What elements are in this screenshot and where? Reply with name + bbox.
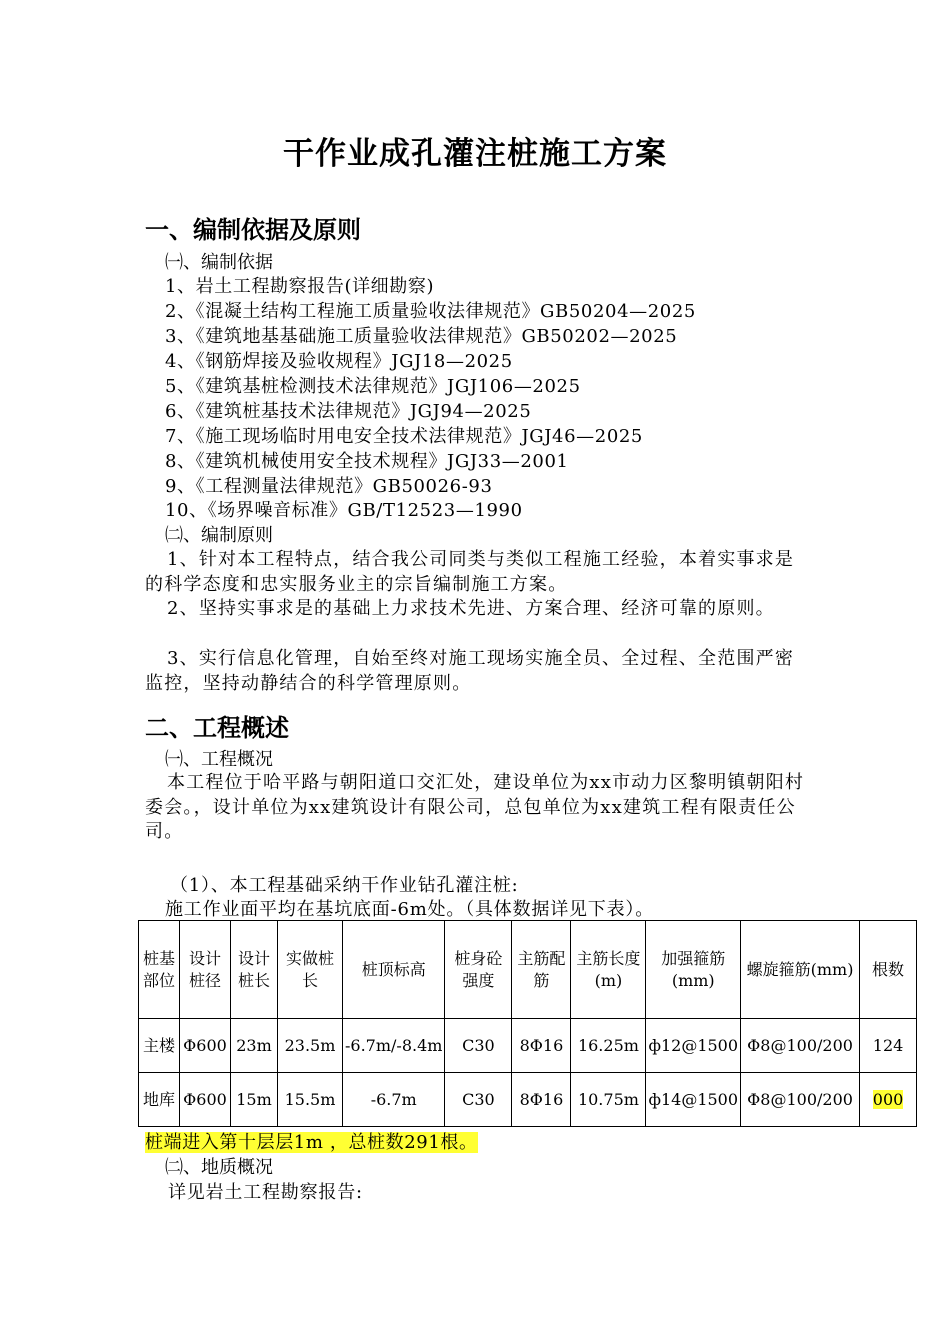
table-header-cell: 桩基部位 (139, 921, 180, 1019)
table-header-cell: 设计桩径 (180, 921, 231, 1019)
table-cell (860, 1073, 917, 1127)
basis-item: 10、《场界噪音标准》GB/T12523—1990 (165, 500, 523, 521)
table-cell: -6.7m (343, 1073, 445, 1127)
overview-paragraph: 本工程位于哈平路与朝阳道口交汇处，建设单位为xx市动力区黎明镇朝阳村委会。，设计单位为xx建筑设计有限公司，总包单位为xx建筑工程有限责任公司。 (145, 772, 805, 842)
table-header-cell: 根数 (860, 921, 917, 1019)
section-heading-overview: 二、工程概述 (145, 714, 289, 742)
principle-paragraph: 3、实行信息化管理，自始至终对施工现场实施全员、全过程、全范围严密监控，坚持动静结合的科学管理原则。 (145, 648, 795, 694)
highlighted-count: 000 (872, 1089, 904, 1109)
basis-item: 9、《工程测量法律规范》GB50026-93 (165, 476, 493, 497)
table-cell: 124 (860, 1019, 917, 1073)
table-header-cell: 螺旋箍筋(mm) (741, 921, 860, 1019)
table-header-cell: 主筋配筋 (512, 921, 571, 1019)
table-cell: ф14@1500 (646, 1073, 741, 1127)
basis-item: 6、《建筑桩基技术法律规范》JGJ94—2025 (165, 401, 532, 422)
pile-note (145, 1130, 478, 1155)
table-cell: Φ600 (180, 1019, 231, 1073)
table-header-cell: 加强箍筋(mm) (646, 921, 741, 1019)
table-cell: Φ600 (180, 1073, 231, 1127)
basis-item: 4、《钢筋焊接及验收规程》JGJ18—2025 (165, 351, 513, 372)
table-cell: -6.7m/-8.4m (343, 1019, 445, 1073)
table-cell: C30 (445, 1073, 512, 1127)
table-cell: 8Φ16 (512, 1073, 571, 1127)
table-cell: 10.75m (571, 1073, 646, 1127)
subheading-basis: ㈠、编制依据 (165, 252, 273, 273)
pile-note-text: 桩端进入第十层层1m ，总桩数291根。 (145, 1132, 478, 1153)
principle-paragraph: 2、坚持实事求是的基础上力求技术先进、方案合理、经济可靠的原则。 (167, 598, 775, 619)
subheading-geology: ㈡、地质概况 (165, 1157, 273, 1178)
geology-text: 详见岩土工程勘察报告: (168, 1182, 363, 1203)
table-header-cell: 桩身砼强度 (445, 921, 512, 1019)
table-cell: ф12@1500 (646, 1019, 741, 1073)
table-row (139, 1073, 917, 1127)
basis-item: 8、《建筑机械使用安全技术规程》JGJ33—2001 (165, 451, 569, 472)
page-title: 干作业成孔灌注桩施工方案 (283, 136, 667, 172)
table-cell: 15.5m (278, 1073, 343, 1127)
section-heading-basis: 一、编制依据及原则 (145, 216, 361, 244)
principle-paragraph: 1、针对本工程特点，结合我公司同类与类似工程施工经验，本着实事求是的科学态度和忠实服务业主的宗旨编制施工方案。 (145, 549, 795, 595)
basis-item: 1、岩土工程勘察报告(详细勘察) (165, 276, 435, 297)
table-cell: Φ8@100/200 (741, 1073, 860, 1127)
table-header-cell: 实做桩长 (278, 921, 343, 1019)
table-row (139, 1019, 917, 1073)
table-cell: 16.25m (571, 1019, 646, 1073)
pile-intro-line: 施工作业面平均在基坑底面-6m处。（具体数据详见下表）。 (165, 899, 654, 920)
table-cell: 8Φ16 (512, 1019, 571, 1073)
table-cell: C30 (445, 1019, 512, 1073)
table-cell: 主楼 (139, 1019, 180, 1073)
basis-item: 7、《施工现场临时用电安全技术法律规范》JGJ46—2025 (165, 426, 643, 447)
table-cell: 23.5m (278, 1019, 343, 1073)
table-cell: 地库 (139, 1073, 180, 1127)
table-header-cell: 桩顶标高 (343, 921, 445, 1019)
subheading-principles: ㈡、编制原则 (165, 525, 273, 546)
basis-item: 3、《建筑地基基础施工质量验收法律规范》GB50202—2025 (165, 326, 678, 347)
table-header-row (139, 921, 917, 1019)
subheading-overview: ㈠、工程概况 (165, 749, 273, 770)
table-header-cell: 主筋长度(m) (571, 921, 646, 1019)
basis-item: 2、《混凝土结构工程施工质量验收法律规范》GB50204—2025 (165, 301, 696, 322)
table-cell: 15m (231, 1073, 278, 1127)
table-header-cell: 设计桩长 (231, 921, 278, 1019)
pile-intro-line: （1）、本工程基础采纳干作业钻孔灌注桩: (170, 875, 519, 896)
basis-item: 5、《建筑基桩检测技术法律规范》JGJ106—2025 (165, 376, 581, 397)
table-cell: Φ8@100/200 (741, 1019, 860, 1073)
pile-data-table (138, 920, 917, 1127)
table-cell: 23m (231, 1019, 278, 1073)
